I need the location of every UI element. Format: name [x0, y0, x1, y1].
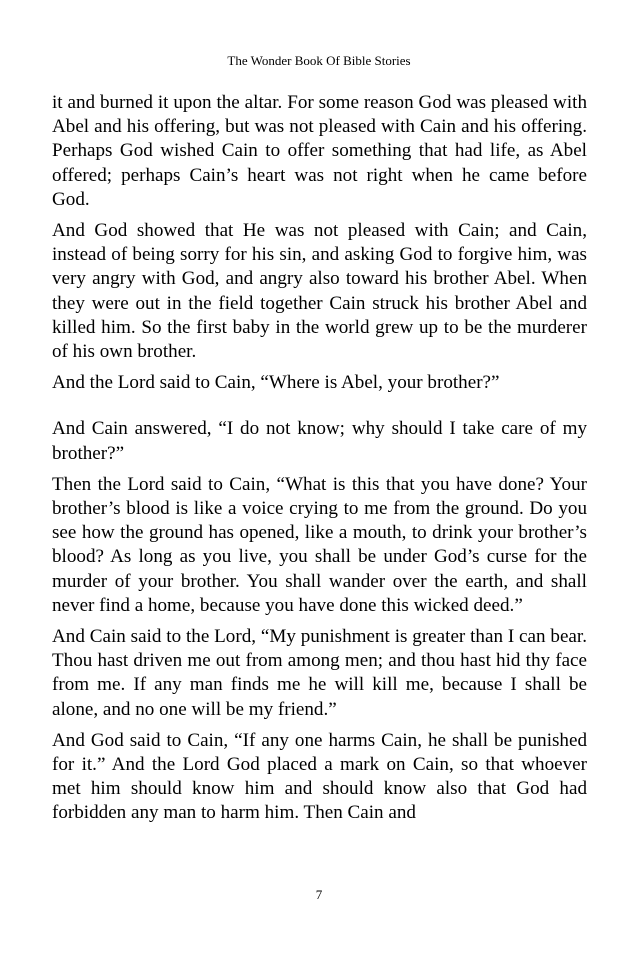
- body-text: [52, 91, 587, 826]
- page-number: 7: [315, 887, 323, 902]
- paragraph-3: And the Lord said to Cain, “Where is Abel, your brother?”: [52, 372, 500, 394]
- paragraph-5: Then the Lord said to Cain, “What is this that you have done? Your brother’s blood is like a voice crying to me from the ground. Do you see how the ground has opened, like a mouth, to drink your brother’s blood? As long as you live, you shall be under God’s curse for the murder of your brother. You shall wander over the earth, and shall never find a home, because you have done this wicked deed.”: [52, 473, 587, 616]
- paragraph-4: And Cain answered, “I do not know; why should I take care of my brother?”: [52, 418, 587, 464]
- paragraph-6: And Cain said to the Lord, “My punishment is greater than I can bear. Thou hast driven me out from among men; and thou hast hid thy face from me. If any man finds me he will kill me, because I shall be alone, and no one will be my friend.”: [52, 626, 587, 720]
- running-header: The Wonder Book Of Bible Stories: [227, 53, 411, 68]
- paragraph-1: it and burned it upon the altar. For some reason God was pleased with Abel and his offering, but was not pleased with Cain and his offering. Perhaps God wished Cain to offer something that had life, as Abel offered; perhaps Cain’s heart was not right when he came before God.: [52, 92, 587, 210]
- paragraph-7: And God said to Cain, “If any one harms Cain, he shall be punished for it.” And the Lord God placed a mark on Cain, so that whoever met him should know him and should know also that God had forbidden any man to harm him. Then Cain and: [52, 729, 587, 824]
- paragraph-2: And God showed that He was not pleased with Cain; and Cain, instead of being sorry for his sin, and asking God to forgive him, was very angry with God, and angry also toward his brother Abel. When they were out in the field together Cain struck his brother Abel and killed him. So the first baby in the world grew up to be the murderer of his own brother.: [52, 220, 587, 363]
